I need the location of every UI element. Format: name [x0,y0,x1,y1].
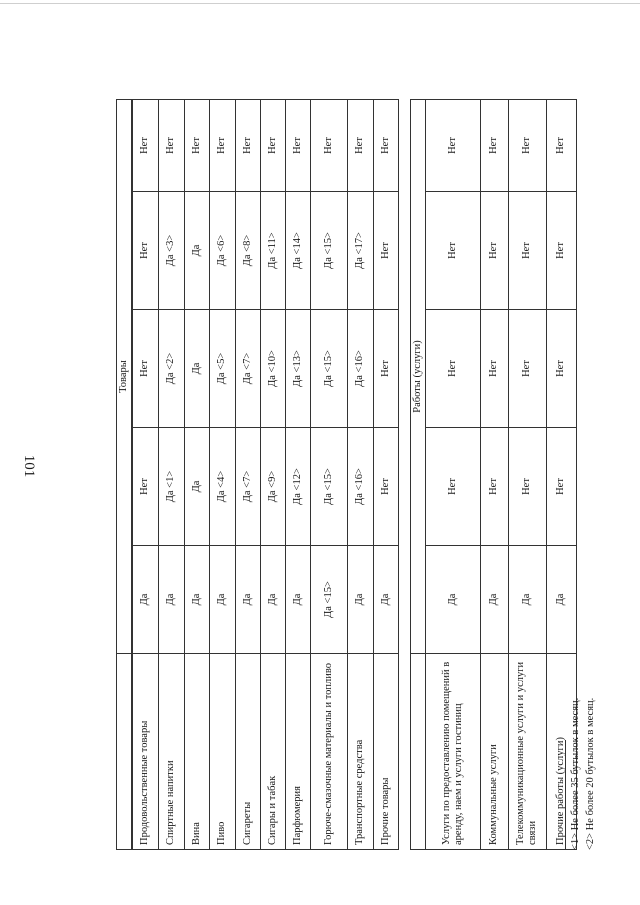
table-gap-row [398,99,410,849]
table-cell: Нет [546,428,576,546]
table-row [310,99,347,849]
table-row [235,99,260,849]
table-cell: Да [347,546,373,654]
table-cell: Да <2> [158,310,184,428]
table-cell: Нет [425,99,480,191]
table-cell: Да <8> [235,192,260,310]
goods-services-table [116,99,577,850]
table-cell: Да <10> [260,310,285,428]
row-name-cell: Вина [184,654,209,850]
section-row [410,99,425,849]
table-cell: Да [260,546,285,654]
table-cell: Да [546,546,576,654]
row-name-cell: Парфюмерия [285,654,310,850]
table-cell: Да [132,546,158,654]
table-cell: Да [184,428,209,546]
table-cell: Да <15> [310,428,347,546]
table-row [508,99,546,849]
table-cell: Нет [508,192,546,310]
row-name-cell: Продовольственные товары [132,654,158,850]
footnotes [565,630,601,850]
section-blank-cell [410,654,425,850]
table-row [158,99,184,849]
table-row [285,99,310,849]
table-cell: Нет [425,428,480,546]
table-row [480,99,508,849]
table-cell: Нет [285,99,310,191]
row-name-cell: Пиво [209,654,235,850]
table-cell: Да <13> [285,310,310,428]
table-cell: Нет [260,99,285,191]
table-cell: Да [508,546,546,654]
row-name-cell: Прочие товары [373,654,398,850]
table-cell: Да <6> [209,192,235,310]
row-name-cell: Телекоммуникационные услуги и услуги связи [508,654,546,850]
table-cell: Нет [132,99,158,191]
section-title: Работы (услуги) [410,99,425,653]
table-cell: Нет [373,99,398,191]
table-cell: Нет [546,99,576,191]
table-cell: Нет [480,428,508,546]
table-cell: Нет [480,310,508,428]
table-cell: Нет [132,310,158,428]
table-cell: Да <7> [235,310,260,428]
table-cell: Нет [546,310,576,428]
table-cell: Нет [132,192,158,310]
table-cell: Да [158,546,184,654]
table-cell: Да [235,546,260,654]
section-blank-cell [117,654,133,850]
table-cell: Нет [209,99,235,191]
table-cell: Да <16> [347,310,373,428]
row-name-cell: Сигары и табак [260,654,285,850]
table-cell: Да [209,546,235,654]
table-cell: Нет [480,192,508,310]
table-cell: Да <16> [347,428,373,546]
row-name-cell: Услуги по предоставлению помещений в аренду, наем и услуги гостиниц [425,654,480,850]
rotated-table-container [116,100,567,850]
row-name-cell: Горюче-смазочные материалы и топливо [310,654,347,850]
table-cell: Да [285,546,310,654]
table-cell: Да [184,192,209,310]
table-cell: Нет [373,310,398,428]
table-cell: Нет [235,99,260,191]
table-cell: Да <4> [209,428,235,546]
table-cell: Да <14> [285,192,310,310]
table-cell: Да <11> [260,192,285,310]
table-cell: Нет [184,99,209,191]
footnote: <2> Не более 20 бутылок в месяц. [585,697,596,850]
table-cell: Да [184,546,209,654]
table-cell: Да <5> [209,310,235,428]
row-name-cell: Спиртные напитки [158,654,184,850]
table-cell: Нет [158,99,184,191]
table-cell: Нет [425,192,480,310]
table-cell: Да <7> [235,428,260,546]
row-name-cell: Прочие работы (услуги) [546,654,576,850]
table-cell: Нет [508,310,546,428]
table-body [117,99,577,849]
section-title: Товары [117,99,133,653]
table-cell: Нет [373,192,398,310]
row-name-cell: Сигареты [235,654,260,850]
table-cell: Нет [373,428,398,546]
table-cell: Да <9> [260,428,285,546]
table-cell: Да <3> [158,192,184,310]
table-cell: Да [425,546,480,654]
table-row [260,99,285,849]
section-row [117,99,133,849]
table-cell: Нет [508,99,546,191]
table-cell: Нет [310,99,347,191]
row-name-cell: Коммунальные услуги [480,654,508,850]
table-cell: Нет [546,192,576,310]
table-cell: Да [373,546,398,654]
table-cell: Да <12> [285,428,310,546]
gap-cell [398,99,410,849]
table-cell: Нет [480,99,508,191]
table-cell: Нет [132,428,158,546]
table-cell: Да <1> [158,428,184,546]
table-cell: Да <17> [347,192,373,310]
page-number: 101 [21,454,37,478]
table-row [425,99,480,849]
table-row [184,99,209,849]
table-cell: Да [480,546,508,654]
top-border-line [0,3,640,4]
table-cell: Нет [347,99,373,191]
table-cell: Нет [508,428,546,546]
table-row [209,99,235,849]
table-cell: Да <15> [310,192,347,310]
table-row [347,99,373,849]
table-cell: Да <15> [310,310,347,428]
table-cell: Нет [425,310,480,428]
table-row [132,99,158,849]
footnote-rule [565,740,566,850]
table-cell: Да [184,310,209,428]
footnote: <1> Не более 35 бутылок в месяц. [570,697,581,850]
row-name-cell: Транспортные средства [347,654,373,850]
table-row [373,99,398,849]
table-cell: Да <15> [310,546,347,654]
